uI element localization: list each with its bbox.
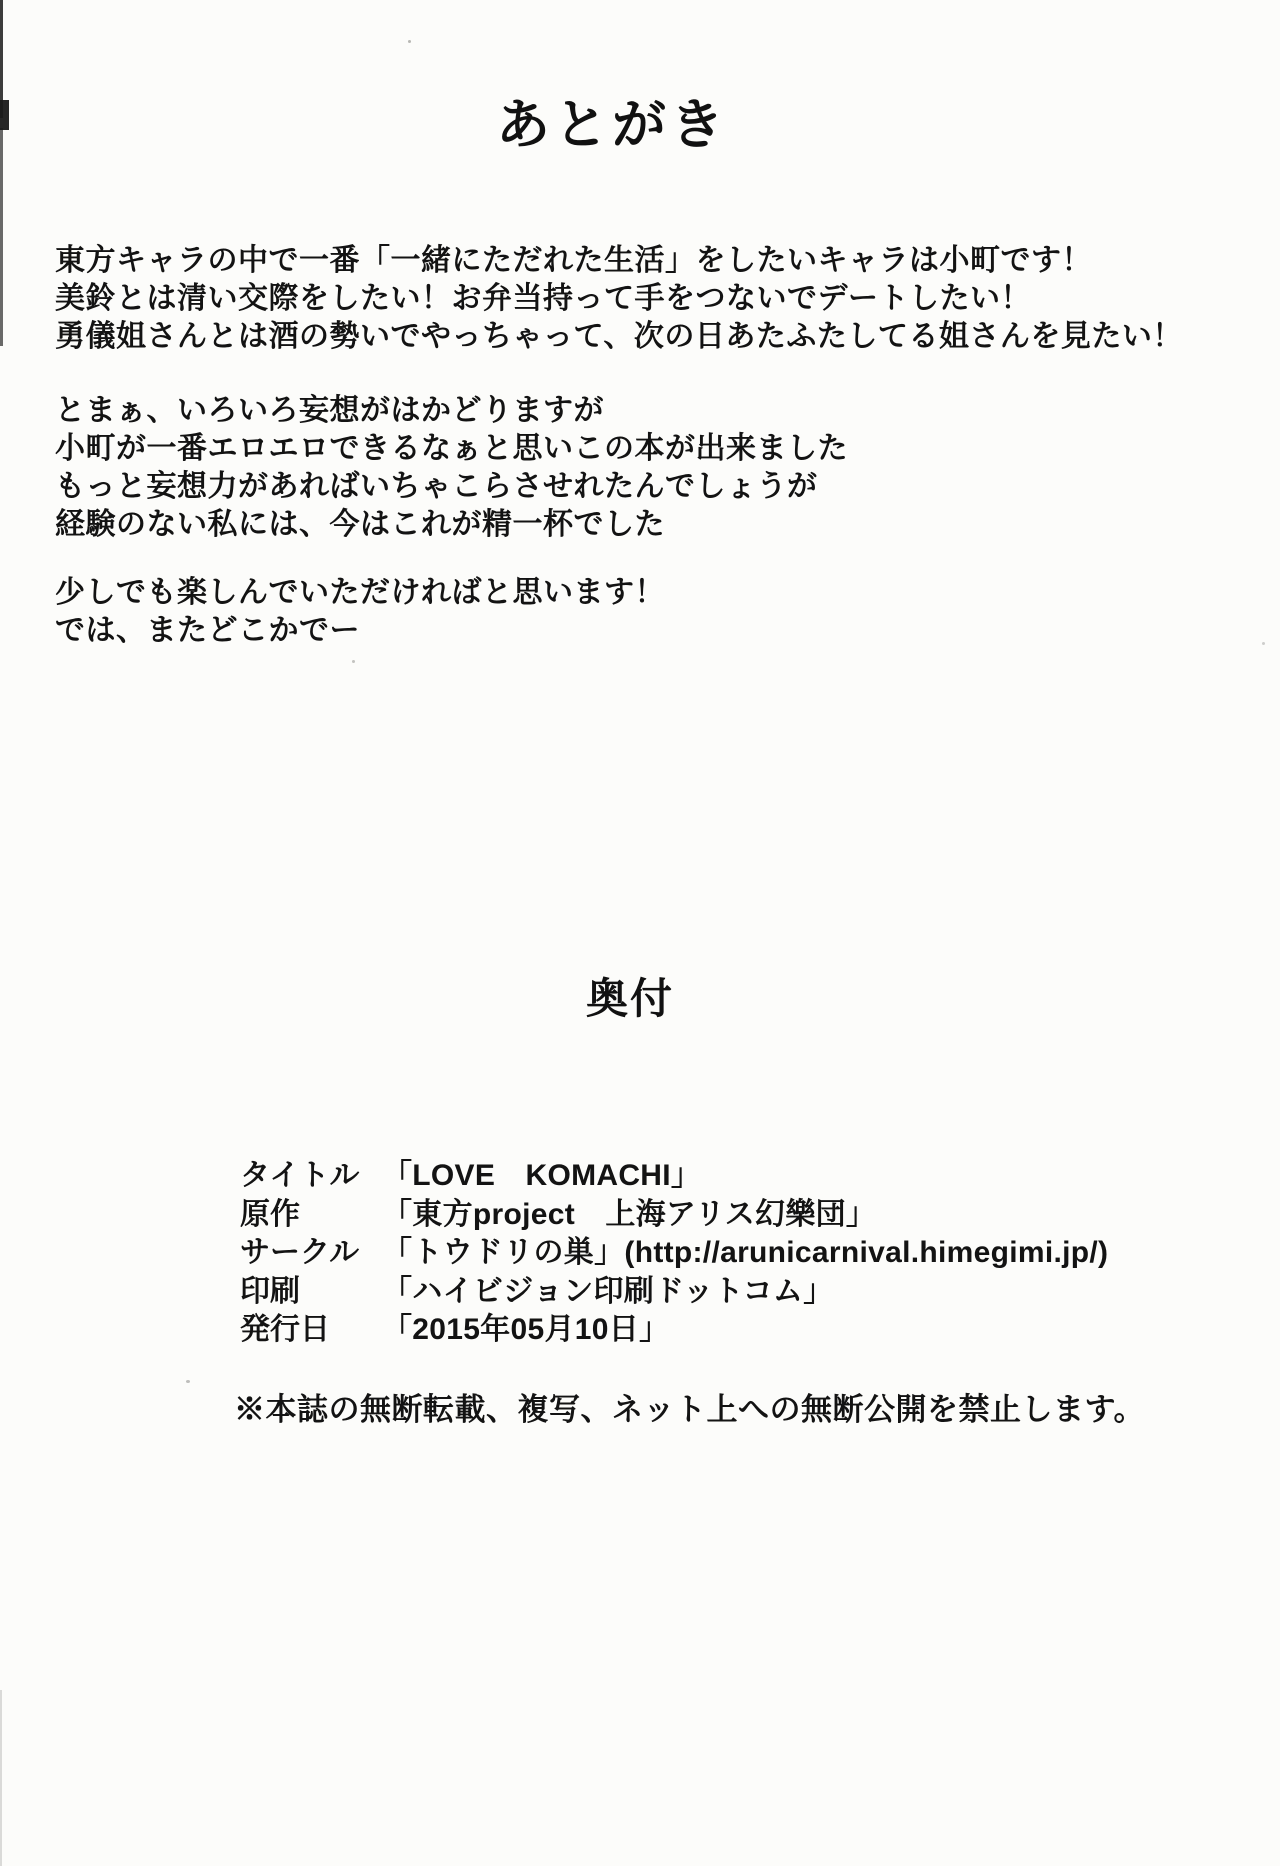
colophon-row-original bbox=[240, 1196, 1108, 1235]
copyright-notice: ※本誌の無断転載、複写、ネット上への無断公開を禁止します。 bbox=[234, 1392, 1146, 1427]
scan-artifact-left-edge bbox=[0, 1690, 2, 1866]
page-title: あとがき bbox=[496, 95, 728, 155]
colophon-label: 発行日 bbox=[240, 1313, 330, 1346]
afterword-line: 勇儀姐さんとは酒の勢いでやっちゃって、次の日あたふたしてる姐さんを見たい！ bbox=[55, 320, 1183, 353]
colophon-row-title bbox=[240, 1157, 1108, 1196]
scan-speck bbox=[1262, 642, 1265, 645]
colophon-row-circle bbox=[240, 1234, 1108, 1273]
afterword-line: 経験のない私には、今はこれが精一杯でした bbox=[55, 508, 665, 541]
scan-artifact-left-edge bbox=[0, 128, 3, 346]
colophon-value: 「2015年05月10日」 bbox=[382, 1313, 670, 1346]
colophon-label: 印刷 bbox=[240, 1274, 300, 1308]
colophon-row-pubdate bbox=[240, 1311, 1108, 1350]
colophon-value: 「LOVE KOMACHI」 bbox=[382, 1159, 702, 1192]
afterword-line: 美鈴とは清い交際をしたい！お弁当持って手をつないでデートしたい！ bbox=[55, 282, 1031, 315]
colophon-value: 「ハイビジョン印刷ドットコム」 bbox=[382, 1274, 834, 1308]
afterword-line: 少しでも楽しんでいただければと思います！ bbox=[55, 576, 665, 609]
afterword-line: 東方キャラの中で一番「一緒にただれた生活」をしたいキャラは小町です！ bbox=[55, 244, 1092, 277]
afterword-line: もっと妄想力があればいちゃこらさせれたんでしょうが bbox=[55, 470, 818, 503]
afterword-line: とまぁ、いろいろ妄想がはかどりますが bbox=[55, 394, 604, 427]
afterword-paragraph-1 bbox=[55, 242, 1183, 356]
colophon-label: サークル bbox=[240, 1236, 360, 1269]
colophon-row-printer bbox=[240, 1273, 1108, 1312]
colophon-label: タイトル bbox=[240, 1159, 360, 1192]
afterword-paragraph-2 bbox=[55, 392, 848, 544]
scan-artifact-left-edge bbox=[0, 100, 9, 130]
afterword-paragraph-3 bbox=[55, 574, 665, 650]
colophon-value: 「トウドリの巣」(http://arunicarnival.himegimi.jp/) bbox=[382, 1236, 1109, 1269]
colophon-value: 「東方project 上海アリス幻樂団」 bbox=[382, 1197, 877, 1231]
afterword-line: では、またどこかでー bbox=[55, 614, 360, 647]
colophon-heading: 奥付 bbox=[585, 975, 674, 1022]
afterword-line: 小町が一番エロエロできるなぁと思いこの本が出来ました bbox=[55, 432, 848, 465]
scan-speck bbox=[408, 40, 411, 43]
colophon-block bbox=[240, 1157, 1108, 1350]
scan-speck bbox=[186, 1380, 190, 1383]
scan-speck bbox=[352, 660, 355, 663]
colophon-label: 原作 bbox=[240, 1197, 300, 1231]
